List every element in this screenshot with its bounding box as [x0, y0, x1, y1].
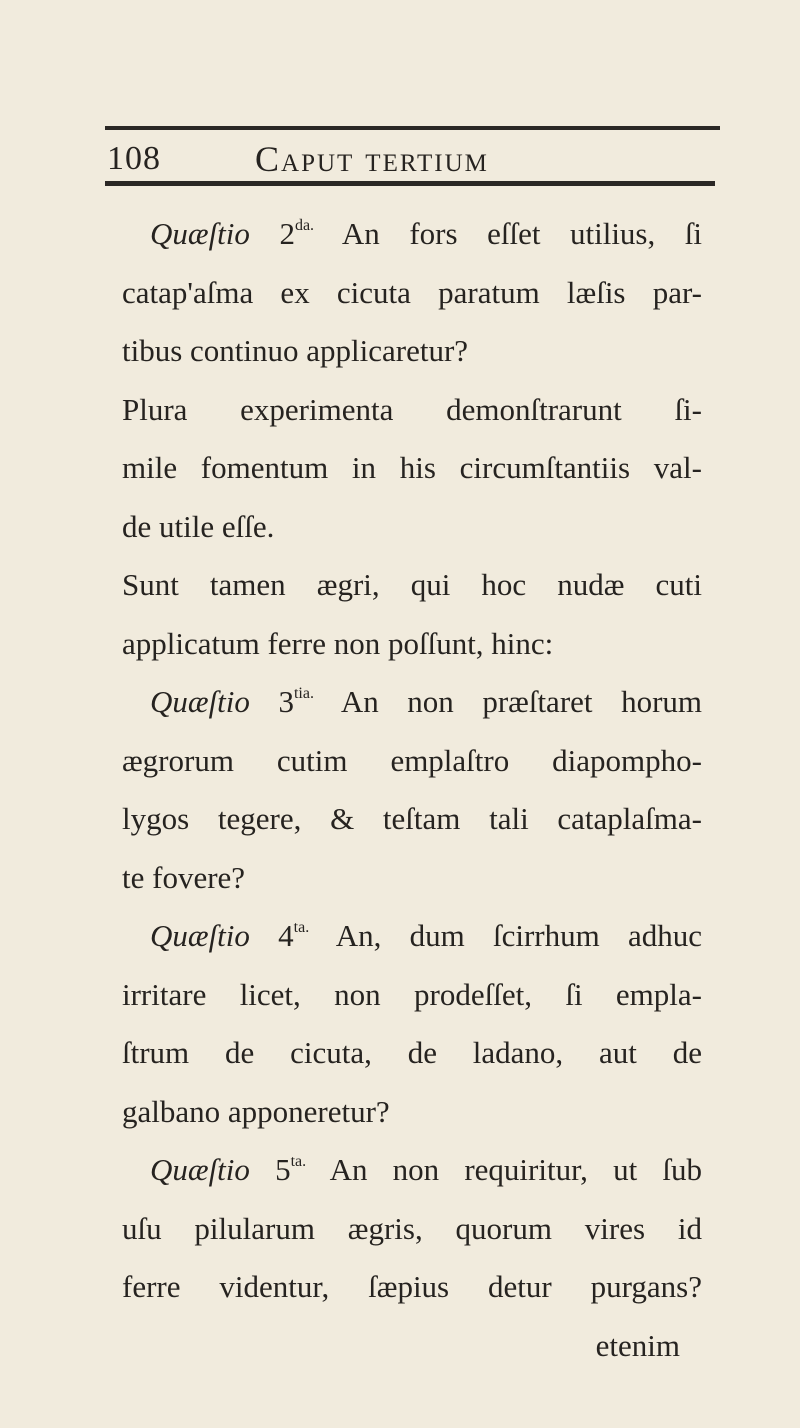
ordinal-suffix: da.	[294, 217, 315, 234]
header-rule-top	[105, 126, 720, 130]
paragraph-2-line-1: Sunt tamen ægri, qui hoc nudæ cuti	[122, 567, 702, 602]
body-text	[122, 205, 702, 1375]
question-5-line-1	[122, 1141, 702, 1200]
question-2-line-1	[122, 205, 702, 264]
question-4-line-3: ſtrum de cicuta, de ladano, aut de	[122, 1035, 702, 1070]
question-text: An fors eſſet utilius, ſi	[341, 216, 703, 251]
question-5-line-3: ferre videntur, ſæpius detur purgans?	[122, 1269, 702, 1304]
question-label: Quæſtio	[150, 216, 250, 251]
question-2-line-3: tibus continuo applicaretur?	[122, 333, 469, 368]
header-rule-bottom	[105, 181, 715, 186]
question-label: Quæſtio	[150, 1152, 250, 1187]
ordinal-suffix: ta.	[290, 1153, 307, 1170]
paragraph-1-line-3: de utile eſſe.	[122, 508, 275, 544]
question-3-line-2: ægrorum cutim emplaſtro diapompho-	[122, 742, 702, 778]
question-label: Quæſtio	[150, 918, 250, 953]
question-ordinal: 2	[279, 216, 295, 251]
running-head	[107, 138, 707, 178]
paragraph-2-line-2: applicatum ferre non poſſunt, hinc:	[122, 625, 554, 661]
question-4-line-2: irritare licet, non prodeſſet, ſi empla-	[122, 976, 702, 1012]
question-text: An non præſtaret horum	[340, 684, 703, 719]
question-text: An, dum ſcirrhum adhuc	[335, 918, 703, 953]
question-3-line-4: te fovere?	[122, 859, 246, 895]
question-2-line-2: catap'aſma ex cicuta paratum læſis par-	[122, 274, 702, 310]
paragraph-1-line-2: mile fomentum in his circumſtantiis val-	[122, 450, 702, 485]
running-head-title: Caput tertium	[255, 139, 489, 179]
question-3-line-1	[122, 673, 702, 732]
question-text: An non requiritur, ut ſub	[329, 1152, 702, 1187]
catchword: etenim	[595, 1327, 680, 1363]
question-3-line-3: lygos tegere, & teſtam tali cataplaſma-	[122, 801, 702, 836]
question-ordinal: 4	[278, 918, 294, 953]
question-label: Quæſtio	[150, 684, 250, 719]
paragraph-1-line-1: Plura experimenta demonſtrarunt ſi-	[122, 391, 702, 427]
page-number: 108	[107, 140, 161, 177]
question-ordinal: 3	[278, 684, 294, 719]
question-4-line-1	[122, 907, 702, 966]
ordinal-suffix: tia.	[293, 685, 314, 702]
ordinal-suffix: ta.	[293, 919, 310, 936]
question-ordinal: 5	[275, 1152, 291, 1187]
question-5-line-2: uſu pilularum ægris, quorum vires id	[122, 1210, 702, 1246]
question-4-line-4: galbano apponeretur?	[122, 1093, 390, 1129]
